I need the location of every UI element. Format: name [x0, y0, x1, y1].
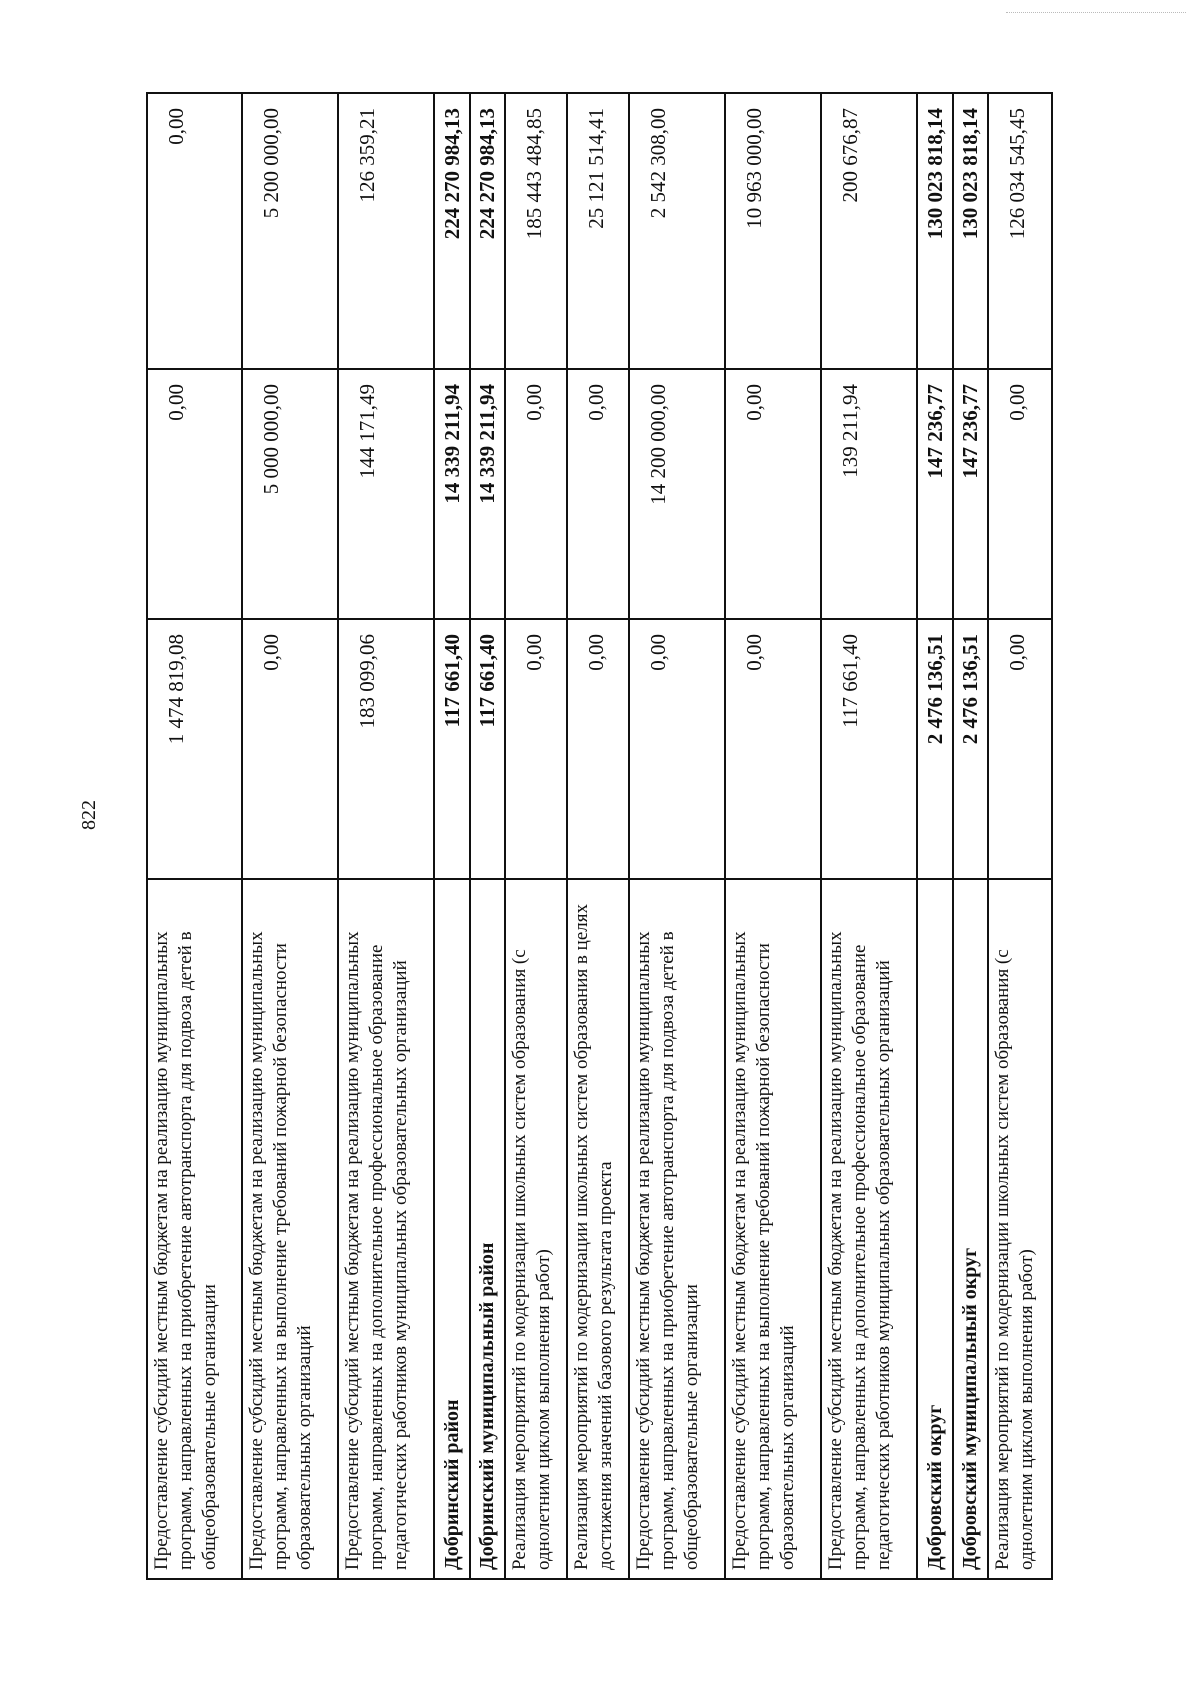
amount-cell-3: 10 963 000,00 — [725, 93, 821, 369]
amount-cell-1: 2 476 136,51 — [917, 619, 952, 879]
amount-cell-2: 0,00 — [147, 369, 242, 619]
amount-cell-1: 183 099,06 — [338, 619, 434, 879]
row-name-cell: Добровский муниципальный округ — [953, 879, 988, 1579]
row-name-cell: Предоставление субсидий местным бюджетам на реализацию муниципальных программ, направленных на дополнительное профессиональное образование педагогических работников муниципальных образовательных организаций — [338, 879, 434, 1579]
table-row — [505, 93, 567, 1579]
page-number: 822 — [78, 800, 100, 830]
row-name-cell: Предоставление субсидий местным бюджетам на реализацию муниципальных программ, направленных на выполнение требований пожарной безопасности образовательных организаций — [725, 879, 821, 1579]
table-row — [470, 93, 505, 1579]
amount-cell-2: 147 236,77 — [953, 369, 988, 619]
amount-cell-1: 1 474 819,08 — [147, 619, 242, 879]
row-name-cell: Предоставление субсидий местным бюджетам на реализацию муниципальных программ, направленных на выполнение требований пожарной безопасности образовательных организаций — [242, 879, 338, 1579]
table-row — [917, 93, 952, 1579]
table-row — [567, 93, 629, 1579]
amount-cell-2: 5 000 000,00 — [242, 369, 338, 619]
amount-cell-2: 139 211,94 — [821, 369, 917, 619]
table-row — [242, 93, 338, 1579]
budget-table-body — [147, 93, 1052, 1579]
table-row — [988, 93, 1052, 1579]
table-row — [629, 93, 725, 1579]
row-name-cell: Предоставление субсидий местным бюджетам на реализацию муниципальных программ, направленных на дополнительное профессиональное образование педагогических работников муниципальных образовательных организаций — [821, 879, 917, 1579]
amount-cell-1: 0,00 — [988, 619, 1052, 879]
table-row — [147, 93, 242, 1579]
amount-cell-3: 25 121 514,41 — [567, 93, 629, 369]
amount-cell-3: 200 676,87 — [821, 93, 917, 369]
amount-cell-1: 117 661,40 — [470, 619, 505, 879]
amount-cell-1: 0,00 — [242, 619, 338, 879]
row-name-cell: Предоставление субсидий местным бюджетам на реализацию муниципальных программ, направленных на приобретение автотранспорта для подвоза детей в общеобразовательные организации — [147, 879, 242, 1579]
row-name-cell: Реализация мероприятий по модернизации школьных систем образования в целях достижения значений базового результата проекта — [567, 879, 629, 1579]
amount-cell-3: 224 270 984,13 — [434, 93, 469, 369]
amount-cell-3: 185 443 484,85 — [505, 93, 567, 369]
amount-cell-2: 144 171,49 — [338, 369, 434, 619]
row-name-cell: Добринский район — [434, 879, 469, 1579]
scan-artifact — [1006, 12, 1186, 14]
row-name-cell: Реализация мероприятий по модернизации школьных систем образования (с однолетним циклом выполнения работ) — [505, 879, 567, 1579]
amount-cell-1: 0,00 — [567, 619, 629, 879]
table-row — [725, 93, 821, 1579]
amount-cell-3: 5 200 000,00 — [242, 93, 338, 369]
amount-cell-1: 117 661,40 — [434, 619, 469, 879]
budget-table — [146, 92, 1053, 1580]
amount-cell-3: 224 270 984,13 — [470, 93, 505, 369]
table-row — [434, 93, 469, 1579]
amount-cell-1: 0,00 — [505, 619, 567, 879]
amount-cell-3: 2 542 308,00 — [629, 93, 725, 369]
amount-cell-2: 0,00 — [567, 369, 629, 619]
row-name-cell: Добринский муниципальный район — [470, 879, 505, 1579]
amount-cell-1: 2 476 136,51 — [953, 619, 988, 879]
rotated-table-container — [146, 94, 1053, 1580]
amount-cell-2: 14 200 000,00 — [629, 369, 725, 619]
amount-cell-3: 130 023 818,14 — [953, 93, 988, 369]
amount-cell-2: 147 236,77 — [917, 369, 952, 619]
amount-cell-2: 0,00 — [505, 369, 567, 619]
amount-cell-2: 0,00 — [988, 369, 1052, 619]
amount-cell-3: 126 034 545,45 — [988, 93, 1052, 369]
row-name-cell: Предоставление субсидий местным бюджетам на реализацию муниципальных программ, направленных на приобретение автотранспорта для подвоза детей в общеобразовательные организации — [629, 879, 725, 1579]
amount-cell-1: 0,00 — [629, 619, 725, 879]
amount-cell-2: 14 339 211,94 — [470, 369, 505, 619]
table-row — [953, 93, 988, 1579]
row-name-cell: Добровский округ — [917, 879, 952, 1579]
amount-cell-2: 14 339 211,94 — [434, 369, 469, 619]
amount-cell-1: 117 661,40 — [821, 619, 917, 879]
table-row — [338, 93, 434, 1579]
table-row — [821, 93, 917, 1579]
amount-cell-3: 130 023 818,14 — [917, 93, 952, 369]
amount-cell-3: 126 359,21 — [338, 93, 434, 369]
amount-cell-2: 0,00 — [725, 369, 821, 619]
row-name-cell: Реализация мероприятий по модернизации школьных систем образования (с однолетним циклом выполнения работ) — [988, 879, 1052, 1579]
amount-cell-3: 0,00 — [147, 93, 242, 369]
amount-cell-1: 0,00 — [725, 619, 821, 879]
